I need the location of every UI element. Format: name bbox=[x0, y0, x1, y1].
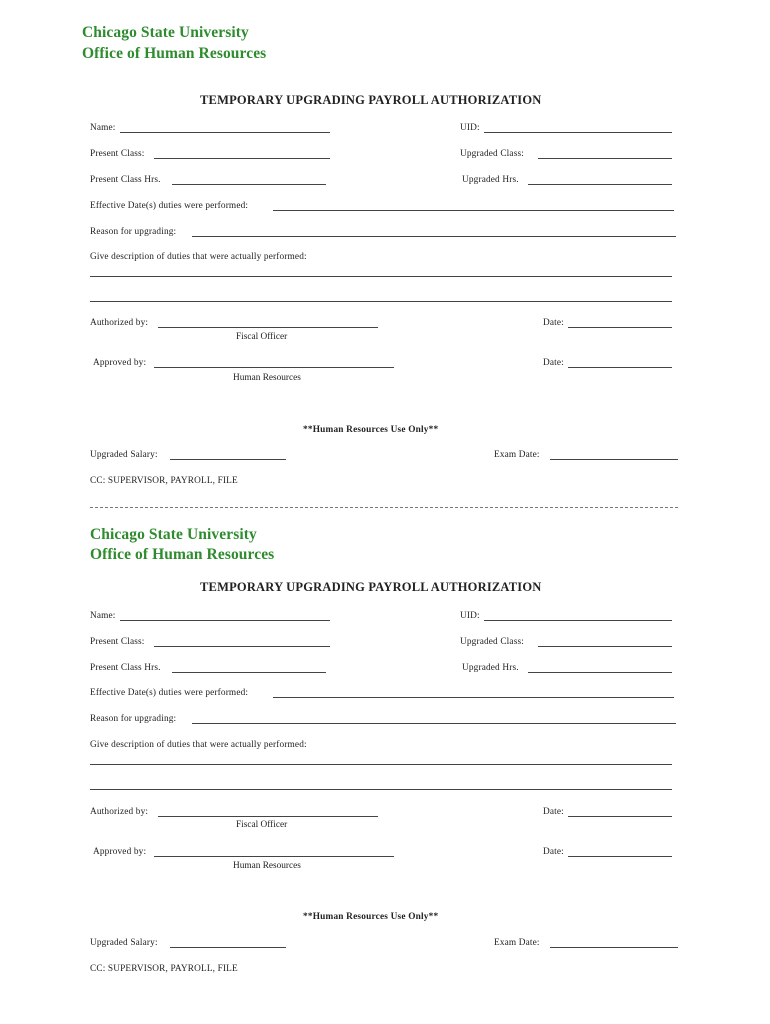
office-name: Office of Human Resources bbox=[90, 546, 275, 563]
exam-date-label: Exam Date: bbox=[494, 450, 540, 460]
hr-use-only-heading: **Human Resources Use Only** bbox=[303, 912, 439, 922]
uid-field[interactable] bbox=[484, 132, 672, 133]
authorized-signature-field[interactable] bbox=[158, 327, 378, 328]
fiscal-officer-caption: Fiscal Officer bbox=[236, 332, 288, 342]
present-class-field[interactable] bbox=[154, 646, 330, 647]
uid-label: UID: bbox=[460, 123, 480, 133]
approved-date-field[interactable] bbox=[568, 856, 672, 857]
description-line-2[interactable] bbox=[90, 789, 672, 790]
university-name: Chicago State University bbox=[82, 24, 249, 41]
description-line-1[interactable] bbox=[90, 276, 672, 277]
upgraded-salary-label: Upgraded Salary: bbox=[90, 450, 158, 460]
authorized-date-field[interactable] bbox=[568, 816, 672, 817]
effective-dates-label: Effective Date(s) duties were performed: bbox=[90, 201, 249, 211]
authorized-date-label: Date: bbox=[543, 318, 564, 328]
upgraded-hrs-field[interactable] bbox=[528, 672, 672, 673]
present-class-label: Present Class: bbox=[90, 149, 145, 159]
office-name: Office of Human Resources bbox=[82, 45, 267, 62]
authorized-date-label: Date: bbox=[543, 807, 564, 817]
human-resources-caption: Human Resources bbox=[233, 373, 301, 383]
upgraded-class-label: Upgraded Class: bbox=[460, 149, 524, 159]
form-title: TEMPORARY UPGRADING PAYROLL AUTHORIZATION bbox=[200, 93, 542, 107]
name-label: Name: bbox=[90, 123, 116, 133]
reason-field[interactable] bbox=[192, 723, 676, 724]
description-label: Give description of duties that were actually performed: bbox=[90, 740, 307, 750]
upgraded-hrs-field[interactable] bbox=[528, 184, 672, 185]
exam-date-field[interactable] bbox=[550, 947, 678, 948]
approved-signature-field[interactable] bbox=[154, 856, 394, 857]
approved-date-field[interactable] bbox=[568, 367, 672, 368]
exam-date-field[interactable] bbox=[550, 459, 678, 460]
fiscal-officer-caption: Fiscal Officer bbox=[236, 820, 288, 830]
present-class-field[interactable] bbox=[154, 158, 330, 159]
name-field[interactable] bbox=[120, 132, 330, 133]
description-line-2[interactable] bbox=[90, 301, 672, 302]
effective-dates-field[interactable] bbox=[273, 697, 674, 698]
reason-label: Reason for upgrading: bbox=[90, 714, 177, 724]
upgraded-class-field[interactable] bbox=[538, 158, 672, 159]
upgraded-class-field[interactable] bbox=[538, 646, 672, 647]
upgraded-class-label: Upgraded Class: bbox=[460, 637, 524, 647]
effective-dates-field[interactable] bbox=[273, 210, 674, 211]
upgraded-hrs-label: Upgraded Hrs. bbox=[462, 663, 519, 673]
present-hrs-field[interactable] bbox=[172, 184, 326, 185]
present-hrs-field[interactable] bbox=[172, 672, 326, 673]
description-label: Give description of duties that were actually performed: bbox=[90, 252, 307, 262]
upgraded-salary-field[interactable] bbox=[170, 459, 286, 460]
approved-signature-field[interactable] bbox=[154, 367, 394, 368]
exam-date-label: Exam Date: bbox=[494, 938, 540, 948]
hr-use-only-heading: **Human Resources Use Only** bbox=[303, 425, 439, 435]
description-line-1[interactable] bbox=[90, 764, 672, 765]
upgraded-salary-label: Upgraded Salary: bbox=[90, 938, 158, 948]
cc-line: CC: SUPERVISOR, PAYROLL, FILE bbox=[90, 476, 238, 486]
approved-date-label: Date: bbox=[543, 847, 564, 857]
university-name: Chicago State University bbox=[90, 526, 257, 543]
uid-label: UID: bbox=[460, 611, 480, 621]
present-class-label: Present Class: bbox=[90, 637, 145, 647]
name-label: Name: bbox=[90, 611, 116, 621]
human-resources-caption: Human Resources bbox=[233, 861, 301, 871]
reason-field[interactable] bbox=[192, 236, 676, 237]
form-title: TEMPORARY UPGRADING PAYROLL AUTHORIZATION bbox=[200, 580, 542, 594]
authorized-label: Authorized by: bbox=[90, 807, 149, 817]
cc-line: CC: SUPERVISOR, PAYROLL, FILE bbox=[90, 964, 238, 974]
approved-label: Approved by: bbox=[93, 358, 147, 368]
upgraded-salary-field[interactable] bbox=[170, 947, 286, 948]
reason-label: Reason for upgrading: bbox=[90, 227, 177, 237]
name-field[interactable] bbox=[120, 620, 330, 621]
present-hrs-label: Present Class Hrs. bbox=[90, 663, 161, 673]
authorized-label: Authorized by: bbox=[90, 318, 149, 328]
approved-date-label: Date: bbox=[543, 358, 564, 368]
authorized-signature-field[interactable] bbox=[158, 816, 378, 817]
present-hrs-label: Present Class Hrs. bbox=[90, 175, 161, 185]
cut-line bbox=[90, 507, 678, 508]
approved-label: Approved by: bbox=[93, 847, 147, 857]
effective-dates-label: Effective Date(s) duties were performed: bbox=[90, 688, 249, 698]
authorized-date-field[interactable] bbox=[568, 327, 672, 328]
upgraded-hrs-label: Upgraded Hrs. bbox=[462, 175, 519, 185]
uid-field[interactable] bbox=[484, 620, 672, 621]
